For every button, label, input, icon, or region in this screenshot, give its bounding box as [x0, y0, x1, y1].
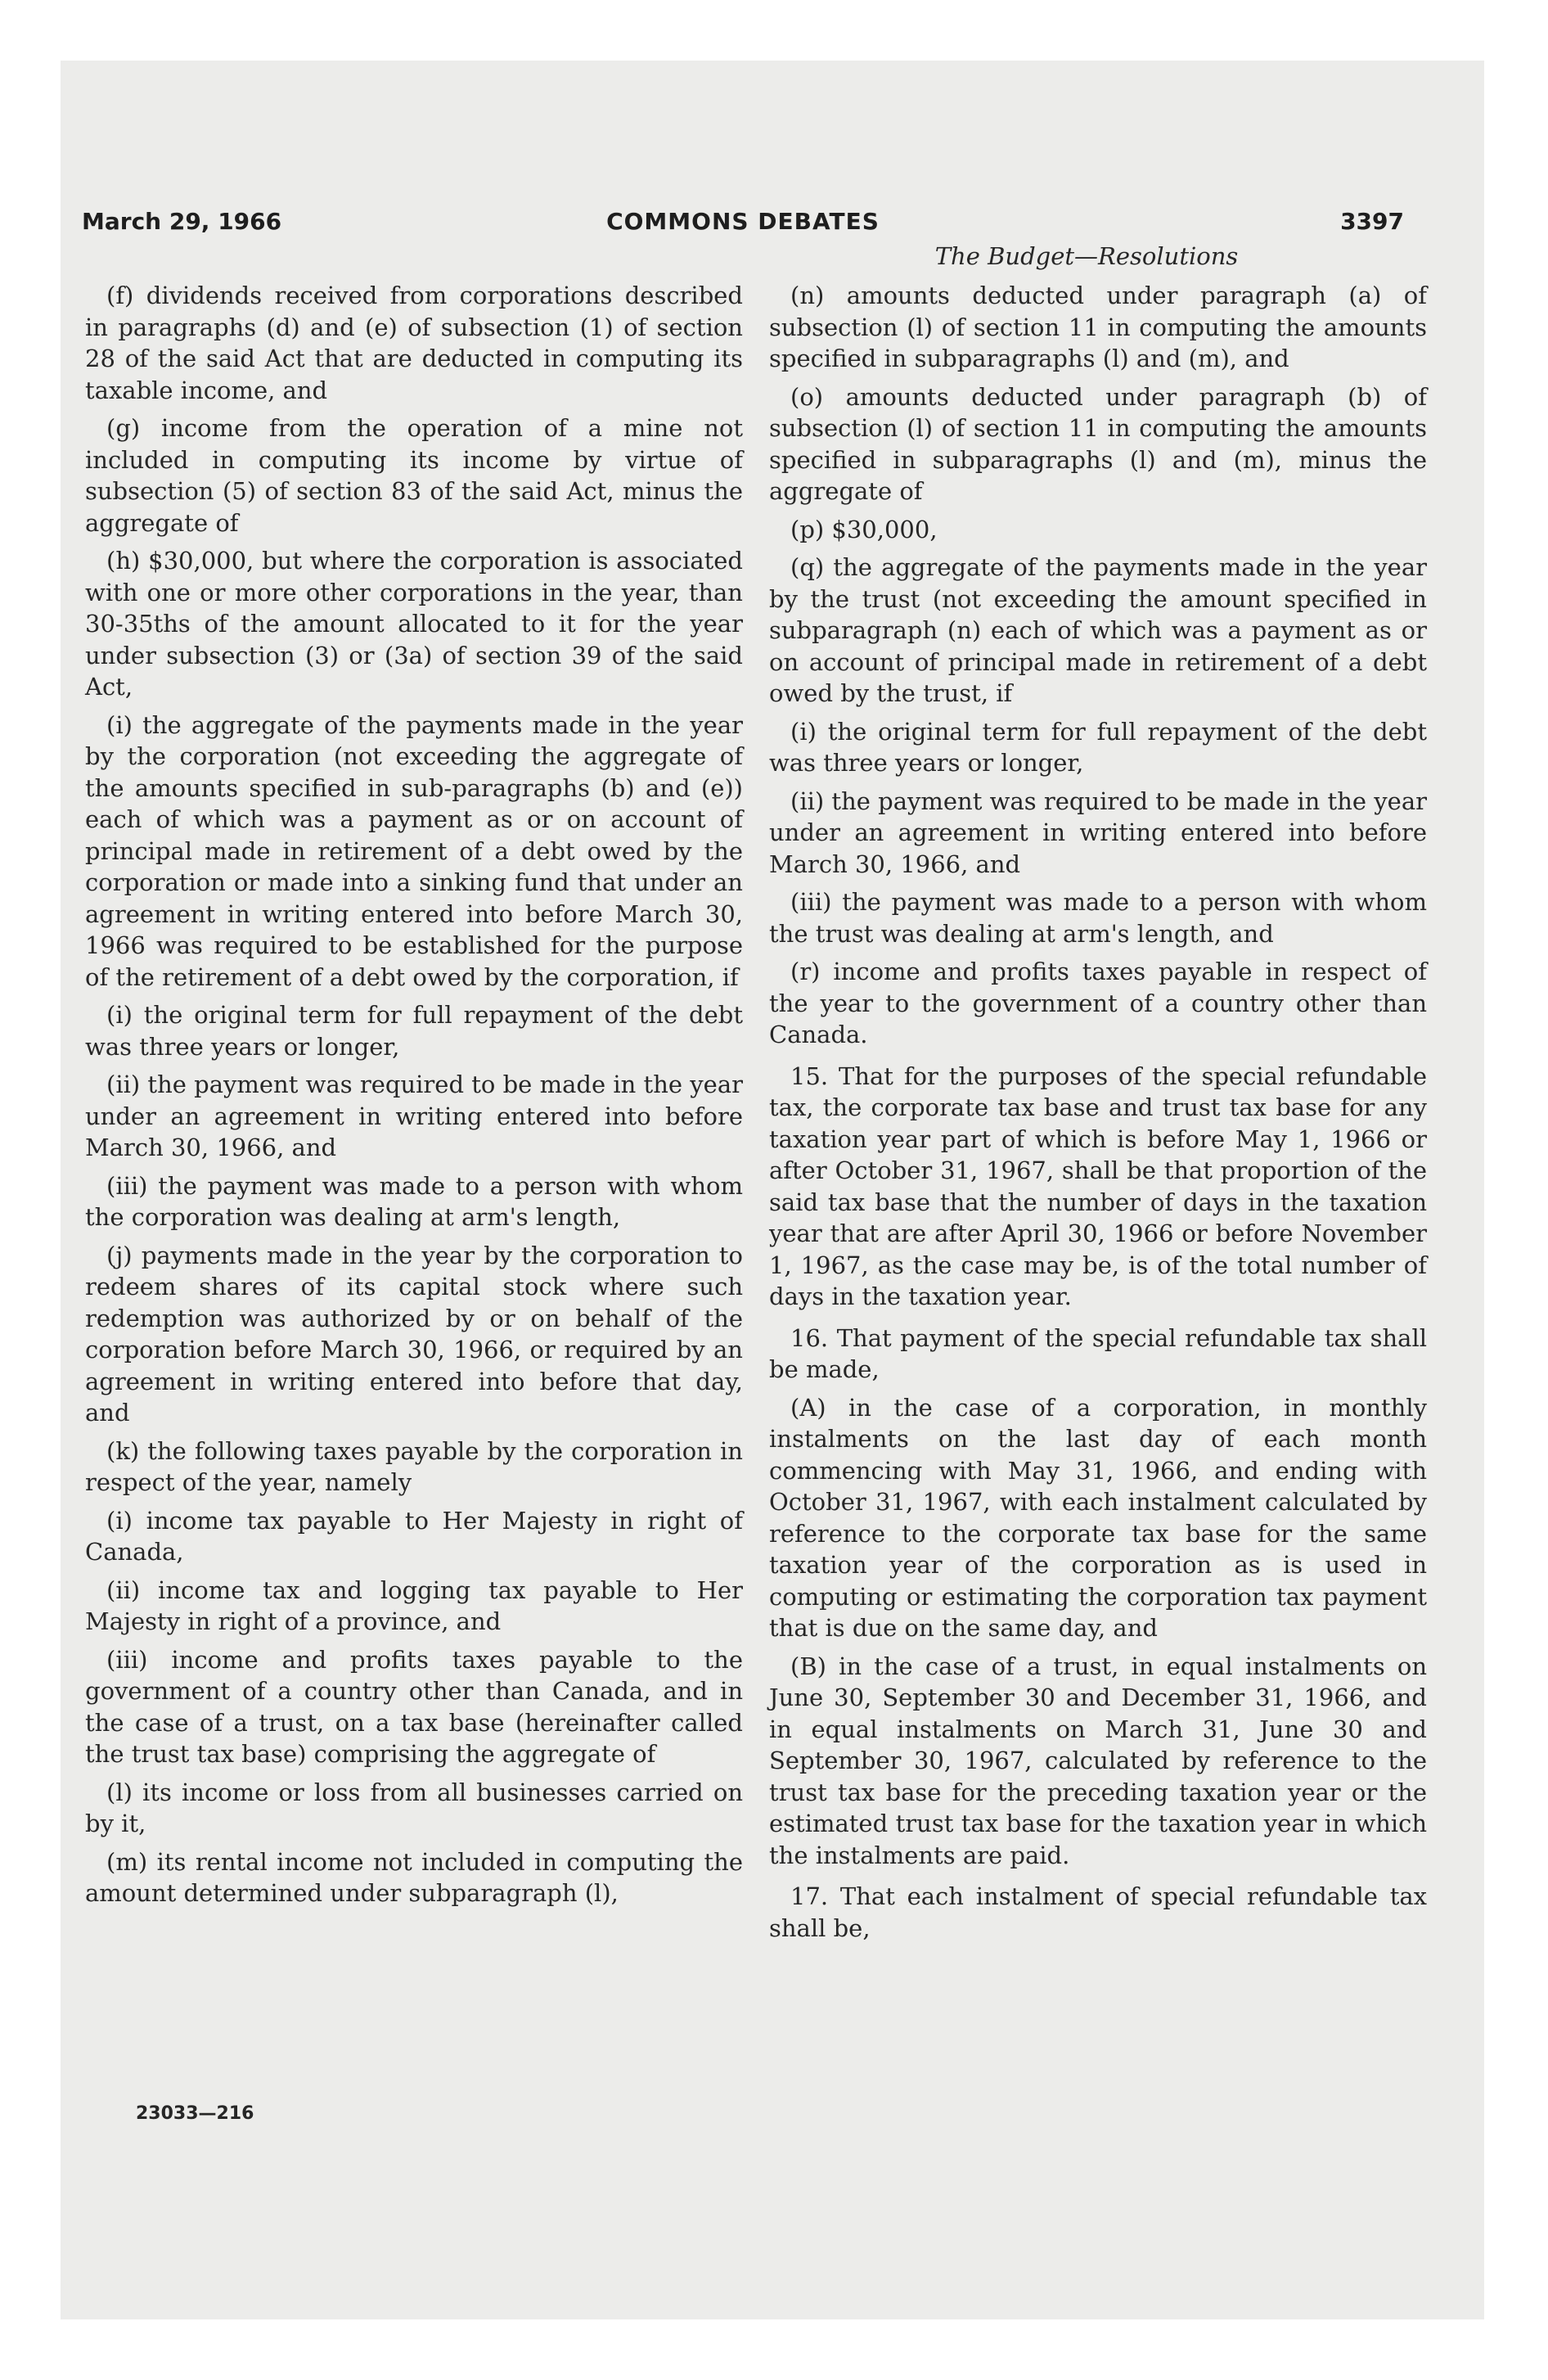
paragraph: (m) its rental income not included in computing the amount determined under subparagraph (l),	[85, 1847, 743, 1907]
paragraph: (n) amounts deducted under paragraph (a) of subsection (l) of section 11 in computing the amounts specified in subparagraphs (l) and (m), and	[769, 282, 1427, 372]
paragraph: (iii) the payment was made to a person with whom the corporation was dealing at arm's length,	[85, 1171, 743, 1231]
header-page-number: 3397	[1340, 208, 1404, 235]
header-title: COMMONS DEBATES	[606, 208, 880, 235]
paragraph: (o) amounts deducted under paragraph (b) of subsection (l) of section 11 in computing the amounts specified in subparagraphs (l) and (m), minus the aggregate of	[769, 382, 1427, 505]
page-header	[82, 208, 1404, 247]
paragraph: (ii) income tax and logging tax payable to Her Majesty in right of a province, and	[85, 1575, 743, 1635]
left-column	[85, 280, 743, 1916]
paragraph: 17. That each instalment of special refundable tax shall be,	[769, 1882, 1427, 1942]
paragraph: (i) income tax payable to Her Majesty in right of Canada,	[85, 1506, 743, 1566]
paragraph: (i) the original term for full repayment of the debt was three years or longer,	[769, 717, 1427, 777]
paragraph: (B) in the case of a trust, in equal instalments on June 30, September 30 and December 31, 1966, and in equal instalments on March 31, June 30 and September 30, 1967, calculated by reference to the trust tax base for the preceding taxation year or the estimated trust tax base for the taxation year in which the instalments are paid.	[769, 1652, 1427, 1869]
print-code: 23033—216	[136, 2103, 254, 2124]
paragraph: (h) $30,000, but where the corporation is associated with one or more other corporations in the year, than 30-35ths of the amount allocated to it for the year under subsection (3) or (3a) of section 39 of the said Act,	[85, 547, 743, 701]
paragraph: (k) the following taxes payable by the corporation in respect of the year, namely	[85, 1436, 743, 1496]
paragraph: (i) the original term for full repayment of the debt was three years or longer,	[85, 1001, 743, 1061]
paragraph: (i) the aggregate of the payments made in the year by the corporation (not exceeding the aggregate of the amounts specified in sub-paragraphs (b) and (e)) each of which was a payment as or on account of principal made in retirement of a debt owed by the corporation or made into a sinking fund that under an agreement in writing entered into before March 30, 1966 was required to be established for the purpose of the retirement of a debt owed by the corporation, if	[85, 710, 743, 991]
paragraph: 16. That payment of the special refundable tax shall be made,	[769, 1323, 1427, 1383]
paragraph: (p) $30,000,	[790, 515, 938, 543]
paragraph: (q) the aggregate of the payments made in the year by the trust (not exceeding the amount specified in subparagraph (n) each of which was a payment as or on account of principal made in retirement of a debt owed by the trust, if	[769, 553, 1427, 707]
header-date: March 29, 1966	[82, 208, 282, 235]
paragraph: (r) income and profits taxes payable in respect of the year to the government of a country other than Canada.	[769, 958, 1427, 1048]
paragraph: (l) its income or loss from all businesses carried on by it,	[85, 1778, 743, 1837]
paragraph: 15. That for the purposes of the special refundable tax, the corporate tax base and trust tax base for any taxation year part of which is before May 1, 1966 or after October 31, 1967, shall be that proportion of the said tax base that the number of days in the taxation year that are after April 30, 1966 or before November 1, 1967, as the case may be, is of the total number of days in the taxation year.	[769, 1062, 1427, 1310]
paragraph: (f) dividends received from corporations described in paragraphs (d) and (e) of subsection (1) of section 28 of the said Act that are deducted in computing its taxable income, and	[85, 282, 743, 404]
paragraph: (j) payments made in the year by the corporation to redeem shares of its capital stock where such redemption was authorized by or on behalf of the corporation before March 30, 1966, or required by an agreement in writing entered into before that day, and	[85, 1241, 743, 1427]
paragraph: (g) income from the operation of a mine not included in computing its income by virtue of subsection (5) of section 83 of the said Act, minus the aggregate of	[85, 414, 743, 537]
paragraph: (iii) the payment was made to a person with whom the trust was dealing at arm's length, and	[769, 888, 1427, 948]
paragraph: (iii) income and profits taxes payable to the government of a country other than Canada, and in the case of a trust, on a tax base (hereinafter called the trust tax base) comprising the aggregate of	[85, 1645, 743, 1768]
section-subhead: The Budget—Resolutions	[934, 242, 1239, 270]
right-column	[769, 280, 1427, 1950]
paragraph: (ii) the payment was required to be made in the year under an agreement in writing entered into before March 30, 1966, and	[769, 787, 1427, 878]
paragraph: (A) in the case of a corporation, in monthly instalments on the last day of each month commencing with May 31, 1966, and ending with October 31, 1967, with each instalment calculated by reference to the corporate tax base for the same taxation year of the corporation as is used in computing or estimating the corporation tax payment that is due on the same day, and	[769, 1393, 1427, 1642]
paragraph: (ii) the payment was required to be made in the year under an agreement in writing entered into before March 30, 1966, and	[85, 1071, 743, 1161]
